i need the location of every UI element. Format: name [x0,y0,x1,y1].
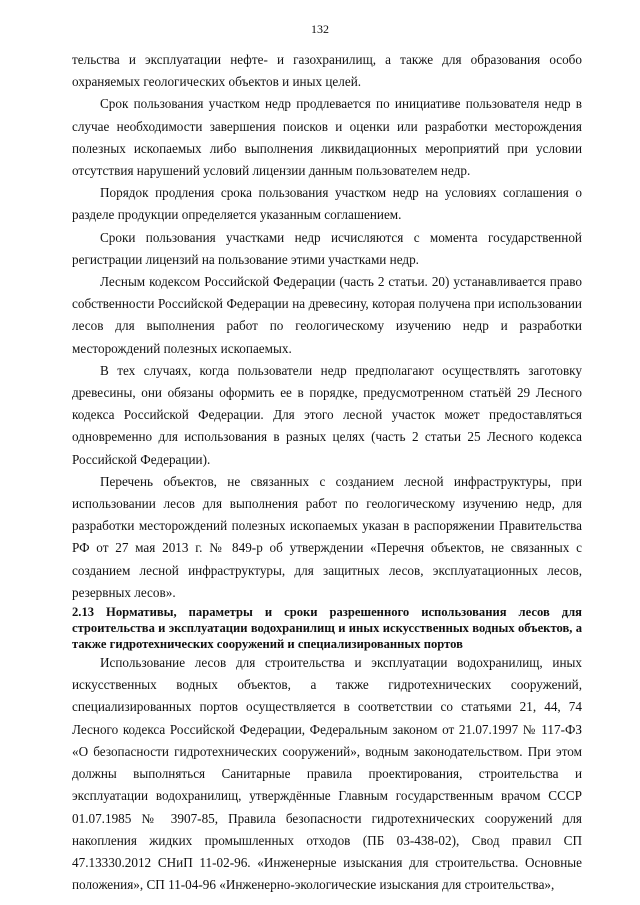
paragraph: Лесным кодексом Российской Федерации (часть 2 статьи. 20) устанавливается право собственности Российской Федерации на древесину, которая получена при использовании лесов для выполнения работ по геологическому изучению недр и разработки месторождений полезных ископаемых. [72,274,582,356]
paragraph: Перечень объектов, не связанных с созданием лесной инфраструктуры, при использовании лесов для выполнения работ по геологическому изучению недр, для разработки месторождений полезных ископаемых указан в распоряжении Правительства РФ от 27 мая 2013 г. № 849-р об утверждении «Перечня объектов, не связанных с созданием лесной инфраструктуры, для защитных лесов, эксплуатационных лесов, резервных лесов». [72,473,582,600]
paragraph: Сроки пользования участками недр исчисляются с момента государственной регистрации лицензий на пользование этими участками недр. [72,229,582,267]
section-heading: 2.13 Нормативы, параметры и сроки разрешенного использования лесов для строительства и эксплуатации водохранилищ и иных искусственных водных объектов, а также гидротехнических сооружений и специализированных портов [72,605,582,652]
paragraph: Порядок продления срока пользования участком недр на условиях соглашения о разделе продукции определяется указанным соглашением. [72,185,582,223]
paragraph: Срок пользования участком недр продлевается по инициативе пользователя недр в случае необходимости завершения поисков и оценки или разработки месторождения полезных ископаемых либо выполнения ликвидационных мероприятий при условии отсутствия нарушений условий лицензии данным пользователем недр. [72,96,582,179]
document-body [72,49,582,896]
paragraph: В тех случаях, когда пользователи недр предполагают осуществлять заготовку древесины, они обязаны оформить ее в порядке, предусмотренном статьёй 29 Лесного кодекса Российской Федерации. Для этого лесной участок может предоставляться одновременно для использования в разных целях (часть 2 статьи 25 Лесного кодекса Российской Федерации). [72,362,582,467]
paragraph: Использование лесов для строительства и эксплуатации водохранилищ, иных искусственных водных объектов, а также гидротехнических сооружений, специализированных портов осуществляется в соответствии со статьями 21, 44, 74 Лесного кодекса Российской Федерации, Федеральным законом от 21.07.1997 № 117-ФЗ «О безопасности гидротехнических сооружений», водным законодательством. При этом должны выполняться Санитарные правила проектирования, строительства и эксплуатации водохранилищ, утверждённые Главным государственным врачом СССР 01.07.1985 № 3907-85, Правила безопасности гидротехнических сооружений для накопления жидких промышленных отходов (ПБ 03-438-02), Свод правил СП 47.13330.2012 СНиП 11-02-96. «Инженерные изыскания для строительства. Основные положения», СП 11-04-96 «Инженерно-экологические изыскания для строительства», [72,655,582,893]
paragraph-continuation: тельства и эксплуатации нефте- и газохранилищ, а также для образования особо охраняемых геологических объектов и иных целей. [72,52,582,90]
page-number: 132 [311,22,329,36]
